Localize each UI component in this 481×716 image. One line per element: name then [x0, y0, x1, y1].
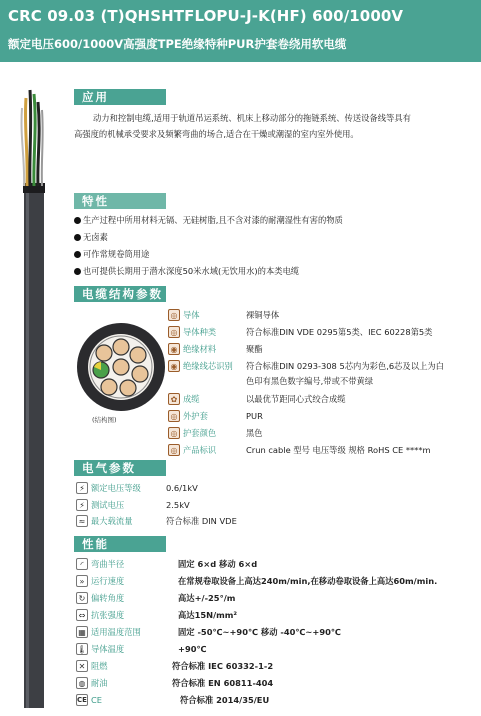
- product-title: CRC 09.03 (T)QHSHTFLOPU-J-K(HF) 600/1000V: [8, 7, 404, 25]
- structure-value: 色印有黑色数字编号,带或不带黄绿: [246, 376, 374, 386]
- structure-value: 聚酯: [246, 344, 263, 354]
- electrical-value: 0.6/1kV: [166, 483, 198, 493]
- bullet-icon: [74, 251, 81, 258]
- performance-row: » 运行速度: [76, 574, 124, 588]
- application-heading: 应用: [74, 89, 166, 105]
- bullet-icon: [74, 234, 81, 241]
- oil-resistance-icon: ◍: [76, 677, 88, 689]
- ce-mark-icon: CE: [77, 696, 87, 704]
- structure-row: ◉ 绝缘材料: [168, 342, 216, 356]
- structure-value: Crun cable 型号 电压等级 规格 RoHS CE ****m: [246, 445, 431, 455]
- bullet-icon: [74, 217, 81, 224]
- structure-value: 符合标准DIN VDE 0295第5类、IEC 60228第5类: [246, 327, 433, 337]
- temperature-range-icon: ▦: [76, 626, 88, 638]
- performance-value: 符合标准 IEC 60332-1-2: [172, 661, 274, 671]
- performance-row: ▦ 适用温度范围: [76, 625, 141, 639]
- electrical-row: ⚡ 测试电压: [76, 498, 124, 512]
- performance-value: 符合标准 2014/35/EU: [180, 695, 270, 705]
- features-heading: 特性: [74, 193, 166, 209]
- performance-row: CE CE: [77, 695, 103, 705]
- rated-voltage-icon: ⚡: [76, 482, 88, 494]
- electrical-heading: 电气参数: [74, 460, 166, 476]
- conductor-type-icon: ◎: [168, 326, 180, 338]
- performance-value: 在常规卷取设备上高达240m/min,在移动卷取设备上高达60m/min.: [178, 576, 438, 586]
- structure-row: ✿ 成缆: [168, 392, 200, 406]
- core-id-icon: ◉: [168, 360, 180, 372]
- performance-value: 固定 -50℃~+90℃ 移动 -40℃~+90℃: [178, 627, 341, 637]
- application-line-1: 动力和控制电缆,适用于轨道吊运系统、机床上移动部分的拖链系统、传送设备线等具有: [93, 113, 411, 123]
- flame-retardant-icon: ✕: [76, 660, 88, 672]
- bullet-icon: [74, 268, 81, 275]
- cable-cross-section-icon: [76, 322, 166, 412]
- bend-radius-icon: ◜: [76, 558, 88, 570]
- electrical-row: ⚡ 额定电压等级: [76, 481, 141, 495]
- feature-item: 可作常规卷筒用途: [74, 248, 149, 260]
- structure-value: PUR: [246, 411, 263, 421]
- structure-row: ◎ 护套颜色: [168, 426, 216, 440]
- tensile-icon: ⇔: [76, 609, 88, 621]
- cable-illustration-icon: [10, 88, 48, 708]
- outer-sheath-icon: ◎: [168, 410, 180, 422]
- feature-item: 也可提供长期用于潜水深度50米水域(无饮用水)的本类电缆: [74, 265, 299, 277]
- electrical-value: 符合标准 DIN VDE: [166, 516, 237, 526]
- product-subtitle: 额定电压600/1000V高强度TPE绝缘特种PUR护套卷绕用软电缆: [8, 37, 347, 51]
- structure-value: 符合标准DIN 0293-308 5芯内为彩色,6芯及以上为白: [246, 361, 444, 371]
- sheath-color-icon: ◎: [168, 427, 180, 439]
- structure-value: 以最优节距同心式绞合成缆: [246, 394, 346, 404]
- cross-section-caption: (结构图): [92, 416, 117, 424]
- performance-row: ⇔ 抗张强度: [76, 608, 124, 622]
- electrical-row: ≈ 最大载流量: [76, 514, 133, 528]
- performance-row: ↻ 偏转角度: [76, 591, 124, 605]
- current-capacity-icon: ≈: [76, 515, 88, 527]
- product-mark-icon: ◎: [168, 444, 180, 456]
- performance-row: ✕ 阻燃: [76, 659, 108, 673]
- performance-row: ◍ 耐油: [76, 676, 108, 690]
- performance-row: ◜ 弯曲半径: [76, 557, 124, 571]
- performance-value: 高达+/-25°/m: [178, 593, 236, 603]
- conductor-icon: ◎: [168, 309, 180, 321]
- feature-item: 生产过程中所用材料无镉、无硅树脂,且不含对漆的耐潮湿性有害的物质: [74, 214, 343, 226]
- thermometer-icon: 🌡: [76, 644, 88, 654]
- application-line-2: 高强度的机械承受要求及频繁弯曲的场合,适合在干燥或潮湿的室内室外使用。: [74, 129, 359, 139]
- test-voltage-icon: ⚡: [76, 499, 88, 511]
- structure-value: 黑色: [246, 428, 263, 438]
- insulation-icon: ◉: [168, 343, 180, 355]
- structure-heading: 电缆结构参数: [74, 286, 166, 302]
- performance-heading: 性能: [74, 536, 166, 552]
- structure-row: ◉ 绝缘线芯识别: [168, 359, 233, 373]
- performance-value: 符合标准 EN 60811-404: [172, 678, 274, 688]
- electrical-value: 2.5kV: [166, 500, 190, 510]
- structure-row: ◎ 导体种类: [168, 325, 216, 339]
- deflection-icon: ↻: [76, 592, 88, 604]
- performance-value: 高达15N/mm²: [178, 610, 238, 620]
- performance-value: +90℃: [178, 644, 207, 654]
- performance-row: 🌡 导体温度: [76, 644, 125, 654]
- structure-row: ◎ 外护套: [168, 409, 208, 423]
- structure-row: ◎ 导体: [168, 308, 200, 322]
- structure-row: ◎ 产品标识: [168, 443, 216, 457]
- stranding-icon: ✿: [168, 393, 180, 405]
- header-banner: [0, 0, 481, 62]
- performance-value: 固定 6×d 移动 6×d: [178, 559, 258, 569]
- feature-item: 无卤素: [74, 231, 108, 243]
- structure-value: 裸铜导体: [246, 310, 280, 320]
- running-speed-icon: »: [76, 575, 88, 587]
